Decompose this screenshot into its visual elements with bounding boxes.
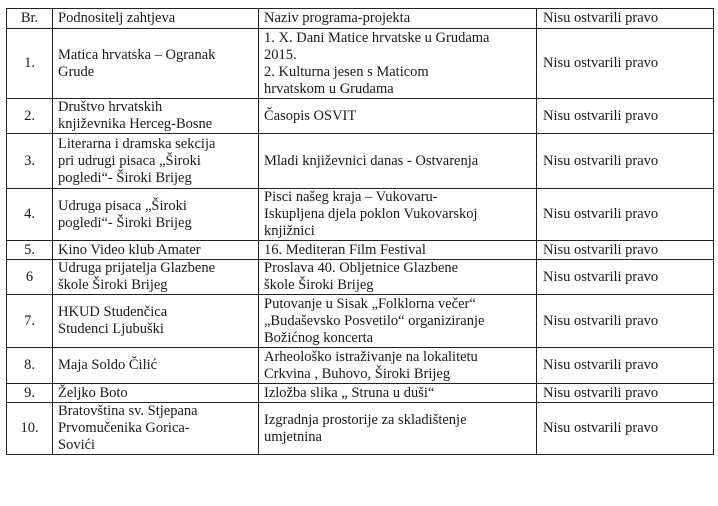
header-program: Naziv programa-projekta: [259, 9, 537, 29]
program-cell: [259, 348, 537, 384]
applicant-cell-line: Studenci Ljubuški: [58, 321, 164, 337]
status-cell: Nisu ostvarili pravo: [537, 260, 714, 295]
row-number: 4.: [7, 189, 53, 241]
applicant-cell: [53, 189, 259, 241]
status-cell: Nisu ostvarili pravo: [537, 29, 714, 99]
program-cell-line: 1. X. Dani Matice hrvatske u Grudama: [264, 29, 490, 46]
applicant-cell-line: HKUD Studenčica: [58, 304, 168, 320]
program-cell: [259, 189, 537, 241]
table-row: [7, 241, 714, 260]
applicant-cell-line: pogledi“- Široki Brijeg: [58, 214, 192, 231]
status-cell: Nisu ostvarili pravo: [537, 189, 714, 241]
applicant-cell-line: pogledi“- Široki Brijeg: [58, 169, 192, 186]
program-cell-line: knjižnici: [264, 223, 315, 239]
table-row: [7, 99, 714, 134]
header-number: Br.: [7, 9, 53, 29]
applicant-cell-line: književnika Herceg-Bosne: [58, 116, 213, 132]
applicant-cell-line: Literarna i dramska sekcija: [58, 135, 216, 152]
row-number: 6: [7, 260, 53, 295]
applicant-cell: [53, 260, 259, 295]
applicant-cell-line: Sovići: [58, 437, 96, 453]
program-cell-line: hrvatskom u Grudama: [264, 80, 394, 97]
status-cell: Nisu ostvarili pravo: [537, 348, 714, 384]
row-number: 10.: [7, 403, 53, 455]
table-header-row: [7, 9, 714, 29]
table-row: [7, 260, 714, 295]
program-cell-line: Izgradnja prostorije za skladištenje: [264, 411, 467, 428]
applicant-cell: [53, 384, 259, 403]
status-cell: Nisu ostvarili pravo: [537, 241, 714, 260]
applicant-cell: [53, 403, 259, 455]
applicant-cell-line: škole Široki Brijeg: [58, 277, 168, 293]
program-cell-line: Časopis OSVIT: [264, 107, 357, 124]
program-cell-line: Iskupljena djela poklon Vukovarskoj: [264, 206, 478, 222]
applicant-cell-line: Maja Soldo Čilić: [58, 357, 158, 373]
program-cell: [259, 260, 537, 295]
applicant-cell-line: Grude: [58, 63, 95, 80]
applicant-cell: [53, 295, 259, 348]
program-cell-line: Mladi književnici danas - Ostvarenja: [264, 152, 479, 169]
applicant-cell: [53, 99, 259, 134]
applicant-cell-line: Bratovština sv. Stjepana: [58, 403, 198, 419]
applicant-cell-line: Prvomučenika Gorica-: [58, 420, 190, 436]
program-cell: [259, 29, 537, 99]
table-row: [7, 29, 714, 99]
program-cell-line: umjetnina: [264, 428, 322, 445]
program-cell: [259, 295, 537, 348]
applicant-cell-line: Udruga prijatelja Glazbene: [58, 260, 216, 276]
table-row: [7, 348, 714, 384]
applicant-cell: [53, 134, 259, 189]
applicant-cell-line: Kino Video klub Amater: [58, 241, 201, 258]
program-cell: [259, 99, 537, 134]
applicant-cell-line: pri udrugi pisaca „Široki: [58, 152, 201, 169]
table-row: [7, 403, 714, 455]
applicant-cell: [53, 348, 259, 384]
program-cell: [259, 384, 537, 403]
row-number: 3.: [7, 134, 53, 189]
program-cell-line: 2015.: [264, 46, 297, 63]
row-number: 9.: [7, 384, 53, 403]
table-row: [7, 384, 714, 403]
program-cell-line: Arheološko istraživanje na lokalitetu: [264, 348, 478, 365]
row-number: 7.: [7, 295, 53, 348]
applicant-cell-line: Matica hrvatska – Ogranak: [58, 46, 216, 63]
applicant-cell-line: Društvo hrvatskih: [58, 99, 163, 115]
program-cell: [259, 403, 537, 455]
program-cell-line: 2. Kulturna jesen s Maticom: [264, 63, 429, 80]
status-cell: Nisu ostvarili pravo: [537, 99, 714, 134]
program-cell: [259, 241, 537, 260]
program-cell-line: Proslava 40. Obljetnice Glazbene: [264, 260, 459, 276]
program-cell-line: Božićnog koncerta: [264, 329, 374, 346]
table-row: [7, 295, 714, 348]
program-cell-line: 16. Mediteran Film Festival: [264, 241, 426, 258]
applicant-cell-line: Udruga pisaca „Široki: [58, 197, 187, 214]
status-cell: Nisu ostvarili pravo: [537, 384, 714, 403]
program-cell-line: Izložba slika „ Struna u duši“: [264, 384, 435, 401]
status-cell: Nisu ostvarili pravo: [537, 403, 714, 455]
table-row: [7, 189, 714, 241]
row-number: 1.: [7, 29, 53, 99]
program-cell-line: škole Široki Brijeg: [264, 277, 374, 293]
program-cell: [259, 134, 537, 189]
header-status: Nisu ostvarili pravo: [537, 9, 714, 29]
table-row: [7, 134, 714, 189]
row-number: 2.: [7, 99, 53, 134]
applicant-cell: [53, 241, 259, 260]
row-number: 8.: [7, 348, 53, 384]
applicant-cell-line: Željko Boto: [58, 384, 128, 401]
status-cell: Nisu ostvarili pravo: [537, 295, 714, 348]
requests-table: [6, 8, 714, 455]
program-cell-line: Pisci našeg kraja – Vukovaru-: [264, 189, 438, 205]
program-cell-line: „Budaševsko Posvetilo“ organiziranje: [264, 312, 485, 329]
status-cell: Nisu ostvarili pravo: [537, 134, 714, 189]
program-cell-line: Crkvina , Buhovo, Široki Brijeg: [264, 365, 451, 382]
header-applicant: Podnositelj zahtjeva: [53, 9, 259, 29]
program-cell-line: Putovanje u Sisak „Folklorna večer“: [264, 295, 476, 312]
applicant-cell: [53, 29, 259, 99]
row-number: 5.: [7, 241, 53, 260]
